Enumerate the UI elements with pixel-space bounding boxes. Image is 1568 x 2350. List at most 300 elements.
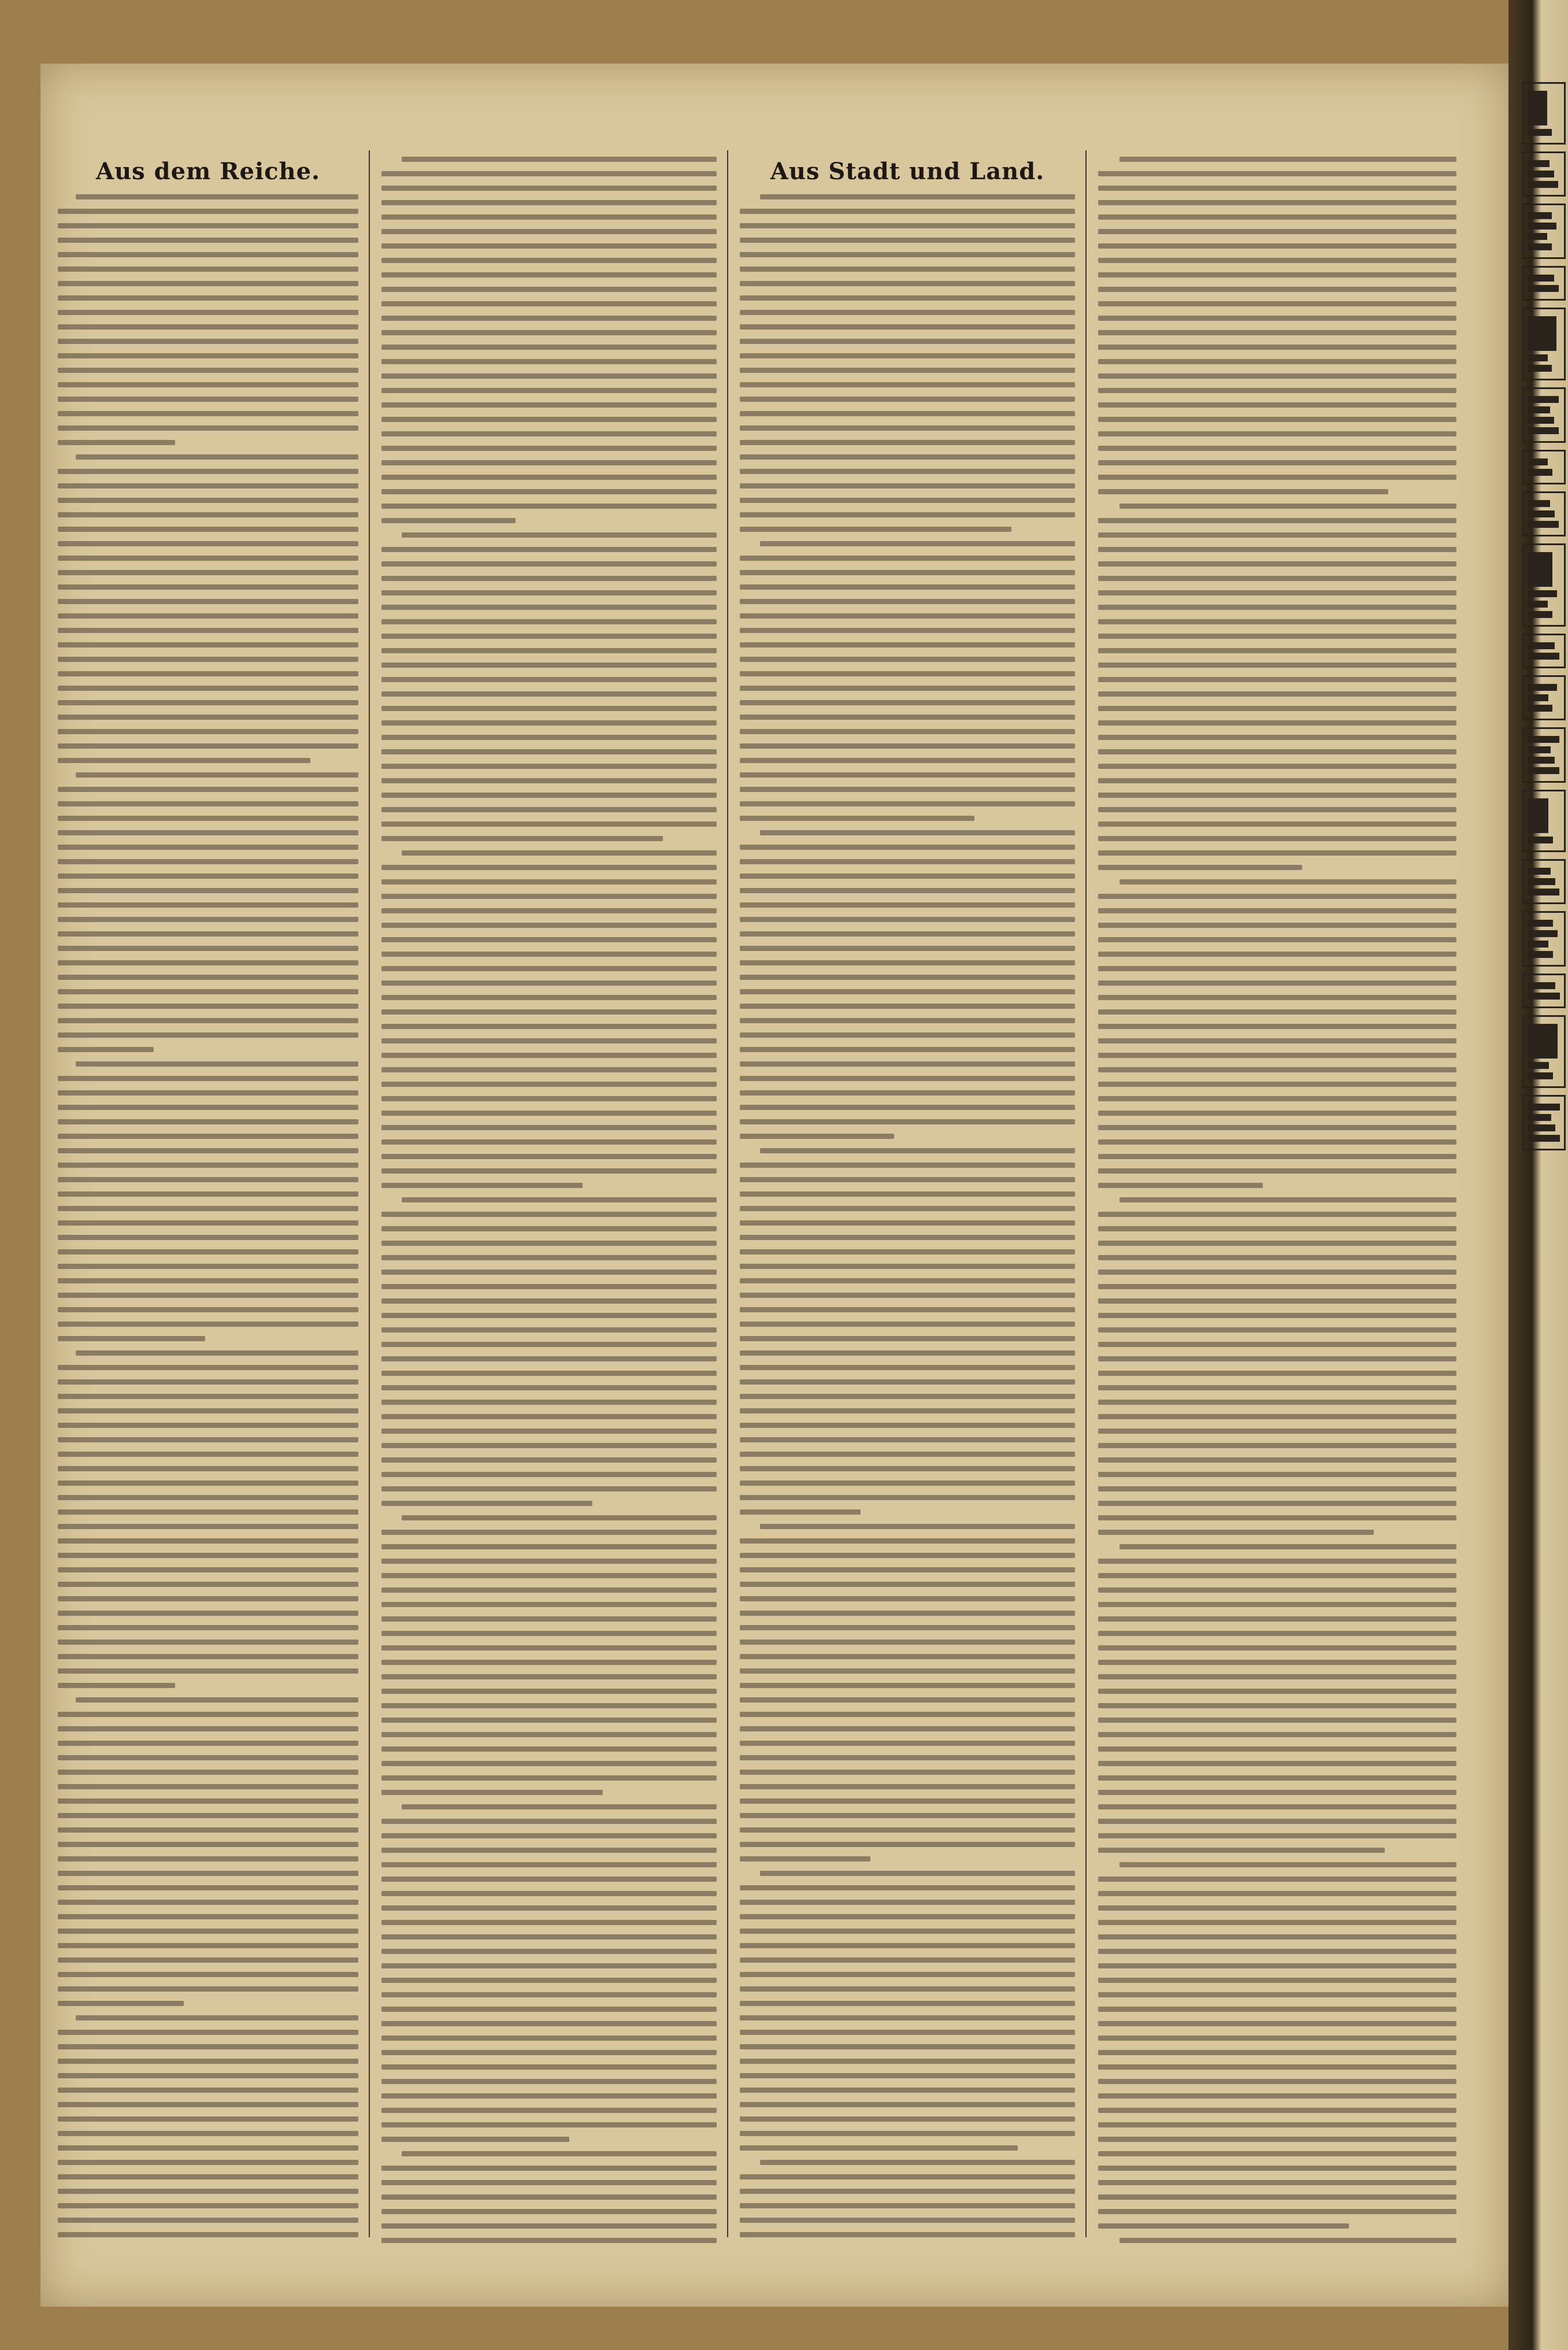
ad-text-block — [1528, 1135, 1560, 1142]
text-line — [58, 1668, 358, 1674]
text-line — [381, 576, 717, 581]
ad-text-block — [1528, 993, 1560, 1000]
text-line — [381, 2223, 717, 2229]
ad-text-block — [1528, 1062, 1549, 1069]
text-line — [381, 590, 717, 595]
text-line — [381, 1342, 717, 1347]
text-line — [381, 1645, 717, 1650]
text-line — [58, 1105, 358, 1110]
text-line — [381, 980, 717, 986]
text-line — [381, 2122, 717, 2127]
text-line — [1098, 561, 1456, 567]
ad-text-block — [1528, 469, 1552, 476]
text-line — [1098, 1616, 1456, 1622]
ad-text-block — [1528, 868, 1551, 875]
text-line — [381, 1067, 717, 1072]
text-line — [1098, 952, 1456, 957]
ad-text-block — [1528, 705, 1552, 712]
ad-text-block — [1528, 521, 1559, 528]
text-line — [381, 1790, 603, 1795]
advertisement-block — [1522, 1015, 1566, 1088]
text-line — [1098, 2021, 1456, 2026]
text-line — [381, 634, 717, 639]
text-line — [740, 1220, 1075, 1226]
text-line — [1098, 980, 1456, 986]
text-line — [58, 1885, 358, 1890]
text-line — [1120, 1544, 1456, 1549]
advertisement-block — [1522, 634, 1566, 668]
text-line — [1098, 923, 1456, 928]
text-line — [381, 677, 717, 682]
text-line — [1098, 1024, 1456, 1029]
text-line — [381, 1082, 717, 1087]
text-line — [740, 2030, 1075, 2035]
text-line — [740, 902, 1075, 908]
text-line — [381, 460, 717, 465]
text-line — [58, 1755, 358, 1760]
text-line — [381, 1544, 717, 1549]
text-line — [1098, 720, 1456, 726]
text-line — [1098, 1443, 1456, 1448]
text-line — [1098, 2137, 1456, 2142]
text-line — [58, 1827, 358, 1833]
text-line — [740, 671, 1075, 676]
text-line — [381, 1775, 717, 1781]
text-line — [58, 1408, 358, 1413]
text-line — [1098, 1587, 1456, 1593]
text-line — [58, 1957, 358, 1963]
article-paragraph — [381, 1804, 717, 2142]
article-paragraph — [740, 830, 1075, 1139]
text-line — [760, 2160, 1075, 2165]
text-line — [58, 1220, 358, 1226]
text-line — [58, 584, 358, 590]
text-line — [740, 1640, 1075, 1645]
text-line — [381, 229, 717, 234]
text-line — [381, 1978, 717, 1983]
text-line — [1098, 489, 1388, 494]
text-line — [740, 1683, 1075, 1688]
article-paragraph — [58, 454, 358, 763]
text-line — [58, 1943, 358, 1948]
text-line — [740, 1538, 1075, 1544]
text-line — [58, 657, 358, 662]
text-line — [381, 1660, 717, 1665]
text-line — [740, 267, 1075, 272]
article-paragraph — [381, 1197, 717, 1506]
text-line — [740, 223, 1075, 228]
text-line — [58, 1148, 358, 1153]
text-line — [1098, 1631, 1456, 1636]
text-line — [381, 1125, 717, 1130]
text-line — [740, 1264, 1075, 1269]
text-line — [740, 1813, 1075, 1818]
text-line — [1098, 359, 1456, 364]
text-line — [381, 1848, 717, 1853]
text-line — [381, 417, 717, 422]
text-line — [58, 1278, 358, 1283]
text-line — [381, 1327, 717, 1333]
text-line — [740, 353, 1075, 358]
text-line — [740, 1582, 1075, 1587]
text-line — [1098, 1573, 1456, 1578]
text-line — [740, 2073, 1075, 2078]
text-line — [740, 1509, 861, 1515]
column-rule — [1085, 150, 1087, 2237]
text-line — [1098, 2036, 1456, 2041]
text-line — [760, 1524, 1075, 1529]
text-line — [58, 1018, 358, 1023]
text-line — [1098, 1689, 1456, 1694]
article-paragraph — [740, 1148, 1075, 1515]
ad-text-block — [1528, 181, 1558, 188]
advertisement-block — [1522, 790, 1566, 852]
text-line — [740, 975, 1075, 980]
text-line — [740, 859, 1075, 864]
text-line — [1098, 1168, 1456, 1174]
text-line — [58, 440, 175, 445]
text-line — [1098, 1096, 1456, 1101]
text-line — [1098, 2166, 1456, 2171]
text-line — [1098, 821, 1456, 827]
text-line — [381, 952, 717, 957]
text-line — [381, 2036, 717, 2041]
text-line — [58, 1683, 175, 1688]
text-line — [1098, 330, 1456, 335]
text-line — [760, 830, 1075, 835]
text-line — [740, 382, 1075, 387]
text-line — [58, 541, 358, 546]
text-line — [402, 850, 717, 856]
text-line — [76, 1061, 358, 1067]
text-line — [58, 1582, 358, 1587]
text-line — [1098, 2093, 1456, 2099]
text-line — [58, 989, 358, 994]
text-line — [740, 1885, 1075, 1890]
text-line — [58, 1770, 358, 1775]
text-line — [58, 830, 358, 835]
text-line — [381, 706, 717, 711]
text-line — [1098, 706, 1456, 711]
text-line — [58, 1784, 358, 1789]
text-line — [740, 1856, 870, 1862]
text-line — [740, 310, 1075, 315]
text-line — [740, 2015, 1075, 2020]
text-line — [58, 1495, 358, 1500]
text-line — [1120, 1197, 1456, 1202]
text-line — [381, 1631, 717, 1636]
text-line — [58, 339, 358, 344]
text-line — [381, 1703, 717, 1708]
text-line — [740, 2088, 1075, 2093]
text-line — [402, 1515, 717, 1520]
text-line — [381, 2050, 717, 2055]
text-line — [1098, 243, 1456, 249]
ad-text-block — [1528, 417, 1554, 424]
text-line — [58, 1726, 358, 1731]
text-line — [381, 2137, 569, 2142]
text-line — [381, 489, 717, 494]
text-line — [1098, 1703, 1456, 1708]
text-line — [1098, 2194, 1456, 2200]
text-line — [1098, 1313, 1456, 1318]
article-paragraph — [58, 2015, 358, 2243]
text-line — [740, 1336, 1075, 1341]
text-line — [381, 778, 717, 783]
text-line — [381, 186, 717, 191]
text-line — [1098, 937, 1456, 942]
text-line — [381, 1472, 717, 1477]
text-line — [740, 2189, 1075, 2194]
text-line — [1098, 1241, 1456, 1246]
text-line — [58, 613, 358, 619]
text-line — [740, 2145, 1018, 2151]
text-line — [1098, 1920, 1456, 1925]
text-line — [1098, 1009, 1456, 1015]
ad-text-block — [1528, 233, 1547, 240]
text-line — [58, 902, 358, 908]
text-line — [381, 821, 717, 827]
text-line — [381, 1400, 717, 1405]
text-line — [58, 2160, 358, 2165]
text-line — [381, 735, 717, 740]
text-line — [1098, 1530, 1374, 1535]
text-line — [58, 1423, 358, 1428]
text-line — [381, 547, 717, 552]
text-line — [381, 1284, 717, 1289]
text-line — [740, 1770, 1075, 1775]
text-line — [740, 1004, 1075, 1009]
text-line — [740, 527, 1011, 532]
text-line — [381, 894, 717, 899]
text-line — [740, 2059, 1075, 2064]
ad-text-block — [1528, 285, 1559, 292]
text-line — [760, 1148, 1075, 1153]
text-line — [1098, 865, 1302, 870]
text-line — [740, 1408, 1075, 1413]
text-line — [740, 209, 1075, 214]
text-line — [740, 1379, 1075, 1385]
text-line — [58, 1871, 358, 1876]
text-line — [1098, 388, 1456, 393]
text-line — [740, 599, 1075, 604]
text-line — [740, 1914, 1075, 1919]
text-line — [1098, 1718, 1456, 1723]
text-line — [740, 946, 1075, 951]
text-line — [1098, 1327, 1456, 1333]
advertisement-block — [1522, 1095, 1566, 1150]
text-line — [740, 1943, 1075, 1948]
text-line — [381, 1428, 717, 1434]
text-line — [740, 1741, 1075, 1746]
text-line — [1098, 1949, 1456, 1954]
text-line — [58, 397, 358, 402]
text-line — [740, 281, 1075, 286]
text-line — [740, 729, 1075, 734]
text-line — [1098, 1732, 1456, 1737]
text-line — [740, 368, 1075, 373]
text-line — [740, 1032, 1075, 1038]
text-line — [1098, 1501, 1456, 1506]
text-line — [76, 1697, 358, 1703]
ad-text-block — [1528, 1104, 1560, 1111]
text-line — [381, 1385, 717, 1390]
text-line — [740, 2044, 1075, 2049]
text-line — [381, 388, 717, 393]
text-line — [58, 700, 358, 705]
text-line — [1098, 966, 1456, 971]
text-line — [58, 1365, 358, 1370]
text-line — [740, 1842, 1075, 1847]
text-line — [381, 330, 717, 335]
text-line — [1098, 2079, 1456, 2084]
text-line — [381, 923, 717, 928]
text-line — [381, 1616, 717, 1622]
text-line — [58, 324, 358, 330]
text-line — [740, 1986, 1075, 1992]
advertisement-block — [1522, 151, 1566, 197]
text-line — [740, 1900, 1075, 1905]
text-line — [760, 541, 1075, 546]
column-rule — [369, 150, 370, 2237]
text-line — [381, 561, 717, 567]
text-line — [740, 758, 1075, 763]
text-line — [1098, 1891, 1456, 1896]
text-line — [1098, 532, 1456, 538]
text-line — [740, 1076, 1075, 1081]
text-line — [740, 1249, 1075, 1254]
text-line — [58, 1307, 358, 1312]
text-line — [1098, 1457, 1456, 1463]
text-line — [381, 272, 717, 277]
text-line — [381, 258, 717, 263]
text-line — [381, 793, 717, 798]
text-line — [740, 324, 1075, 330]
text-line — [740, 1654, 1075, 1659]
text-line — [58, 1611, 358, 1616]
text-line — [740, 1957, 1075, 1963]
text-line — [740, 1553, 1075, 1558]
text-line — [381, 2079, 717, 2084]
text-line — [76, 1350, 358, 1356]
ad-text-block — [1528, 746, 1551, 753]
text-line — [381, 1732, 717, 1737]
text-line — [381, 431, 717, 436]
text-line — [740, 613, 1075, 619]
text-line — [1098, 1371, 1456, 1376]
text-line — [1098, 1428, 1456, 1434]
text-line — [381, 807, 717, 812]
ad-text-block — [1528, 212, 1552, 219]
article-paragraph — [1098, 1862, 1456, 2229]
text-line — [740, 1061, 1075, 1067]
text-line — [381, 316, 717, 321]
ad-text-block — [1528, 757, 1555, 764]
text-line — [58, 1914, 358, 1919]
text-line — [58, 1004, 358, 1009]
text-line — [740, 1481, 1075, 1486]
text-line — [740, 397, 1075, 402]
ad-text-block — [1528, 223, 1556, 230]
article-paragraph — [740, 194, 1075, 532]
text-line — [58, 1206, 358, 1211]
text-line — [381, 1573, 717, 1578]
text-line — [1098, 1559, 1456, 1564]
ad-text-block — [1528, 684, 1557, 691]
ad-text-block — [1528, 1124, 1555, 1131]
text-line — [381, 1457, 717, 1463]
text-line — [1098, 1154, 1456, 1159]
article-paragraph — [381, 2151, 717, 2243]
text-line — [58, 1900, 358, 1905]
text-line — [381, 2194, 717, 2200]
text-line — [740, 1712, 1075, 1717]
text-line — [58, 917, 358, 922]
text-line — [381, 2166, 717, 2171]
text-line — [740, 1018, 1075, 1023]
text-line — [58, 281, 358, 286]
text-line — [381, 1414, 717, 1419]
text-line — [740, 1784, 1075, 1789]
text-line — [58, 368, 358, 373]
text-line — [381, 446, 717, 451]
text-line — [58, 642, 358, 647]
text-line — [740, 801, 1075, 806]
text-line — [1098, 749, 1456, 754]
text-line — [740, 252, 1075, 257]
text-line — [381, 214, 717, 220]
text-line — [1098, 1139, 1456, 1145]
text-line — [58, 845, 358, 850]
text-line — [1098, 1400, 1456, 1405]
text-line — [1098, 417, 1456, 422]
adjacent-page-ads — [1520, 75, 1568, 2298]
ad-text-block — [1528, 160, 1550, 167]
text-line — [1098, 214, 1456, 220]
ad-text-block — [1528, 243, 1552, 250]
text-line — [740, 1495, 1075, 1500]
text-line — [58, 1134, 358, 1139]
text-line — [740, 686, 1075, 691]
ad-text-block — [1528, 427, 1559, 434]
ad-text-block — [1528, 1072, 1553, 1079]
text-line — [1098, 1270, 1456, 1275]
text-line — [58, 1567, 358, 1572]
text-line — [58, 628, 358, 633]
text-line — [740, 772, 1075, 778]
text-line — [1098, 1038, 1456, 1043]
text-line — [740, 1206, 1075, 1211]
text-line — [1098, 1877, 1456, 1882]
text-line — [740, 1567, 1075, 1572]
text-line — [740, 960, 1075, 965]
text-line — [1098, 590, 1456, 595]
text-line — [76, 772, 358, 778]
text-line — [1098, 186, 1456, 191]
text-line — [1098, 677, 1456, 682]
text-line — [58, 1119, 358, 1124]
text-line — [58, 2030, 358, 2035]
text-line — [381, 908, 717, 913]
text-line — [58, 1654, 358, 1659]
text-line — [381, 1862, 717, 1867]
text-line — [381, 879, 717, 885]
text-line — [1098, 258, 1456, 263]
text-line — [58, 1032, 358, 1038]
ad-text-block — [1528, 798, 1548, 833]
text-line — [1098, 1125, 1456, 1130]
text-line — [760, 1871, 1075, 1876]
